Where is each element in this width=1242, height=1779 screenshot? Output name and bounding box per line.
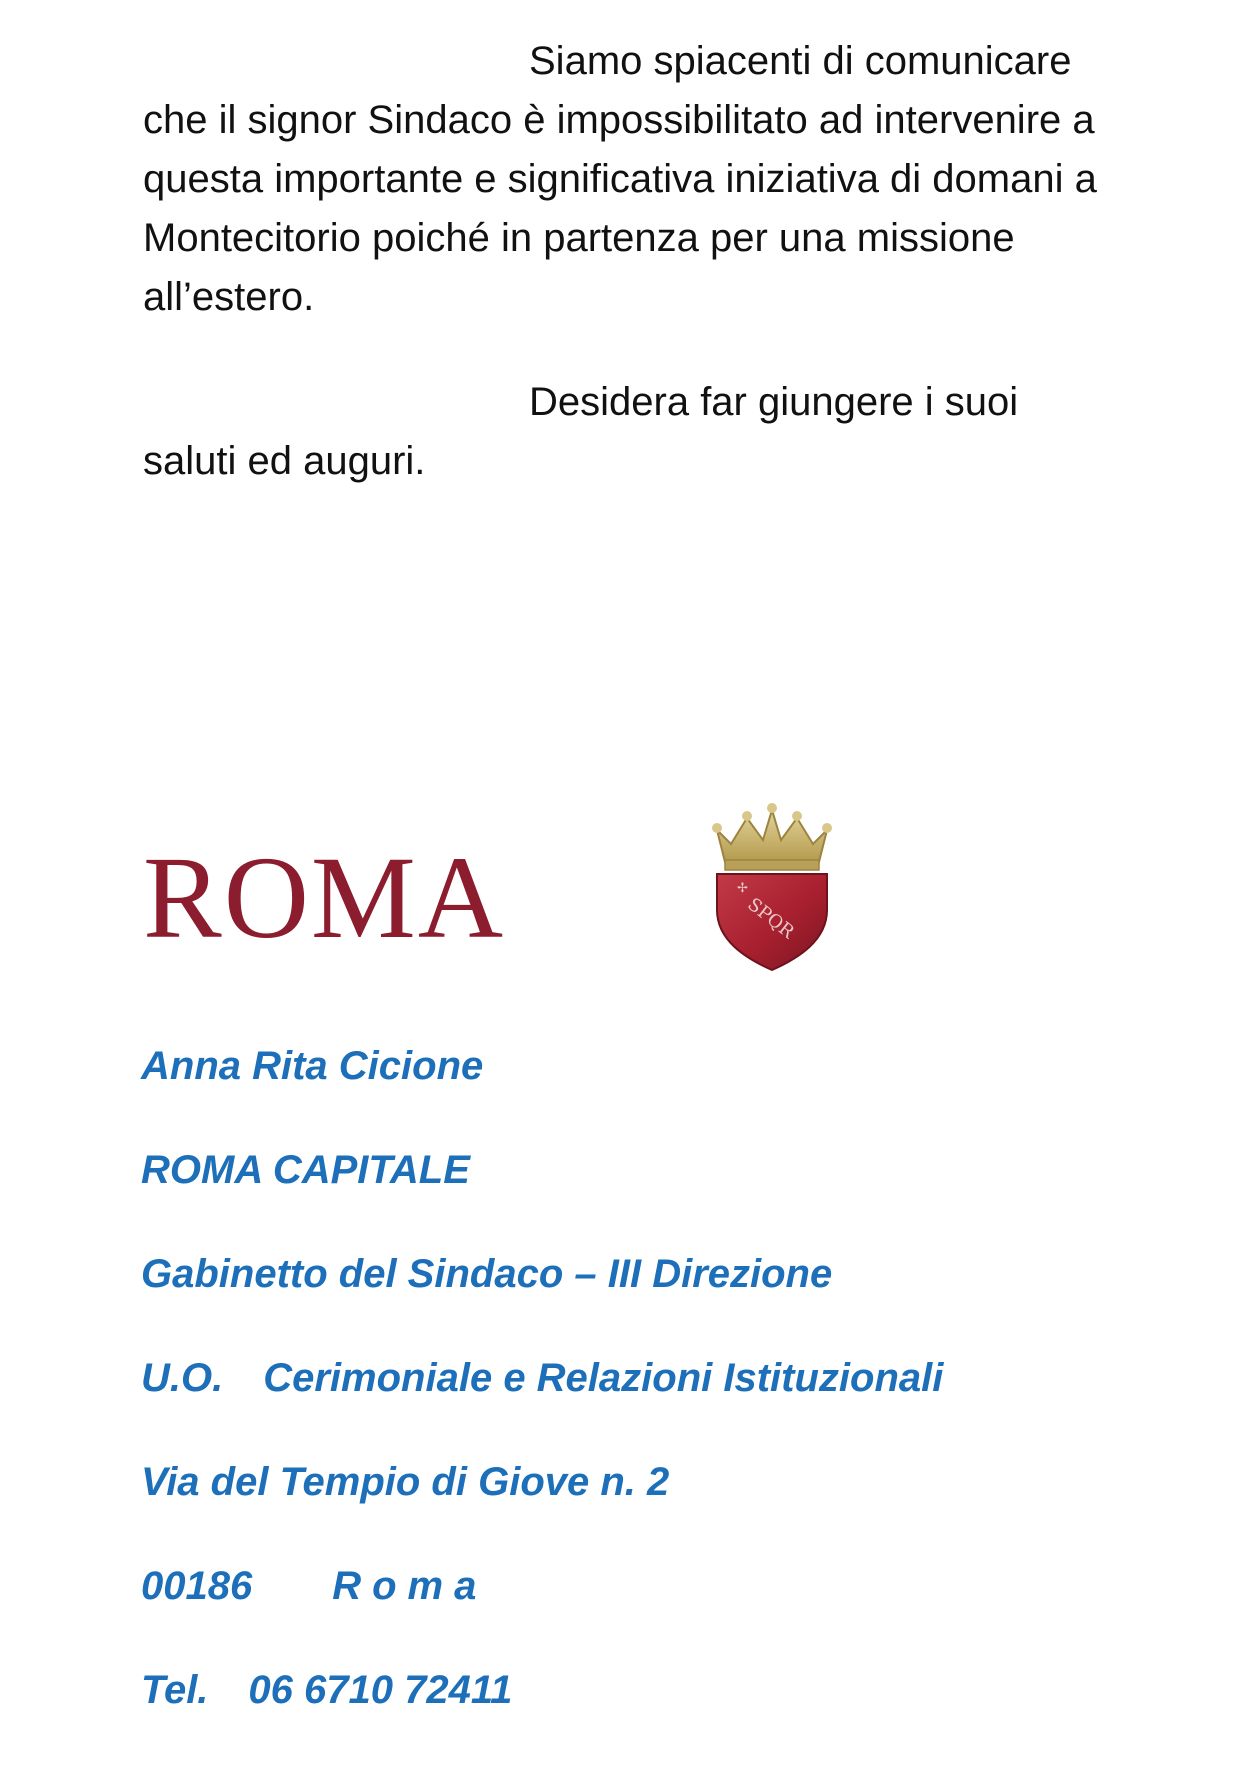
svg-text:✢: ✢	[737, 881, 748, 896]
signature-postal-code: 00186	[141, 1564, 253, 1608]
message-paragraph-1-text: Siamo spiacenti di comunicare che il signor Sindaco è impossibilitato ad intervenire a questa importante e significativa iniziativa di domani a Montecitorio poiché in partenza per una missione all’estero.	[143, 39, 1097, 319]
message-body	[143, 32, 1103, 491]
signature-unit-code: U.O.	[141, 1356, 224, 1400]
signature-address: Via del Tempio di Giove n. 2	[141, 1460, 670, 1504]
message-paragraph-2	[143, 373, 1103, 491]
roma-wordmark: ROMA	[143, 832, 506, 963]
signature-phone[interactable]	[141, 1660, 1121, 1720]
email-signature	[141, 1036, 1121, 1764]
signature-unit	[141, 1348, 1121, 1408]
message-paragraph-1	[143, 32, 1103, 327]
roma-crowned-shield-icon	[707, 800, 837, 972]
signature-unit-name: Cerimoniale e Relazioni Istituzionali	[263, 1356, 944, 1400]
signature-name: Anna Rita Cicione	[141, 1044, 484, 1088]
signature-city-line	[141, 1556, 1121, 1616]
signature-phone-label: Tel.	[141, 1668, 209, 1712]
signature-city: Roma	[332, 1564, 488, 1608]
roma-logo	[143, 800, 863, 980]
signature-phone-prefix: 06	[248, 1668, 293, 1712]
signature-organization: ROMA CAPITALE	[141, 1148, 470, 1192]
emblem-spqr-text: SPQR	[743, 893, 798, 943]
signature-department: Gabinetto del Sindaco – III Direzione	[141, 1252, 833, 1296]
crown-shape	[712, 803, 832, 870]
message-paragraph-2-text: Desidera far giungere i suoi saluti ed auguri.	[143, 380, 1019, 483]
signature-phone-number[interactable]: 6710 72411	[304, 1668, 513, 1712]
